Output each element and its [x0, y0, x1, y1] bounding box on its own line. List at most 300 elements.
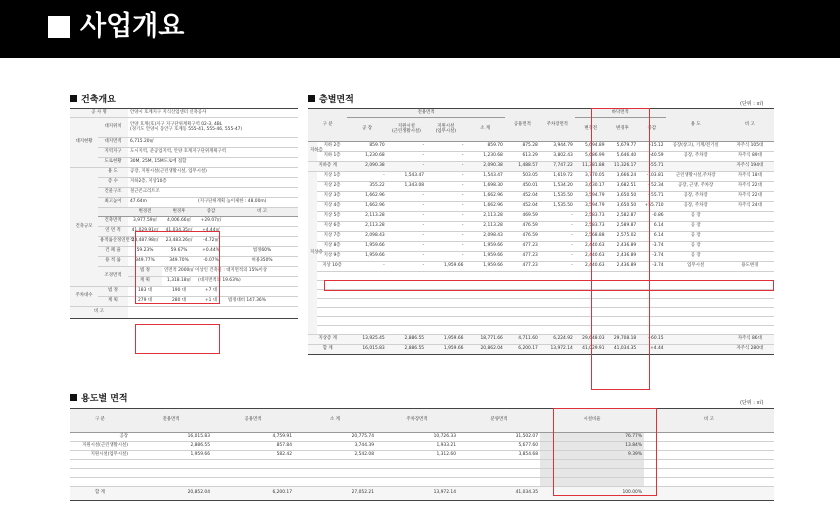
table-row [70, 198, 298, 208]
parking-area: 13,972.14 [540, 345, 575, 355]
value-diff: +29.07㎡ [196, 217, 226, 227]
parking-plan-after: 280 대 [162, 297, 196, 307]
row-label: 건축면적 [98, 217, 128, 227]
empty-cell [666, 272, 726, 281]
support-retail-area: 1,543.47 [387, 172, 426, 182]
column-header: 구 분 [70, 409, 130, 433]
parking-area: - [540, 262, 575, 272]
common-area: 477.23 [505, 242, 540, 252]
empty-cell [465, 317, 504, 326]
floor-label: 지상 6층 [317, 222, 348, 232]
empty-cell [387, 272, 426, 281]
subtotal-area: 1,698.30 [465, 182, 504, 192]
floor-area-before: 2,583.73 [575, 212, 607, 222]
height-limit: (지구단위계획 높이제한 : 48.00m) [196, 198, 298, 208]
empty-cell [465, 326, 504, 335]
parking-legal-after: 190 대 [162, 287, 196, 297]
empty-cell [540, 308, 575, 317]
parking-plan-note: 법정대비 147.36% [226, 297, 298, 307]
row-label: 연 면 적 [98, 227, 128, 237]
empty-cell [458, 460, 540, 469]
floor-note [726, 212, 774, 222]
empty-cell [317, 290, 348, 299]
empty-cell [726, 317, 774, 326]
empty-cell [98, 208, 128, 217]
empty-cell [666, 299, 726, 308]
facility-ratio: 76.77% [540, 433, 644, 442]
column-header: 변경전 [575, 118, 607, 142]
row-label: 용적률산정연면적 [98, 237, 128, 247]
floor-group-label: 지상층 [308, 172, 317, 335]
floor-area-after: 3,666.24 [607, 172, 639, 182]
subtotal-area: 2,090.38 [465, 162, 504, 172]
parking-area: 13,972.14 [376, 487, 458, 501]
factory-area: 13,925.45 [347, 335, 386, 345]
table-row [70, 487, 774, 501]
exclusive-area: 16,015.83 [130, 433, 212, 442]
empty-cell [575, 290, 607, 299]
floor-label: 지상 7층 [317, 232, 348, 242]
sale-area: 31,502.07 [458, 433, 540, 442]
empty-cell [666, 317, 726, 326]
section-title-text: 용도별 면적 [81, 394, 128, 404]
table-row [70, 138, 298, 148]
floor-area-diff: -0.86 [638, 212, 665, 222]
highlight-box [135, 324, 220, 354]
section-title-floor [308, 92, 354, 105]
empty-cell [575, 299, 607, 308]
floor-area-after: 41,034.35 [607, 345, 639, 355]
subtotal-area: 1,959.66 [465, 242, 504, 252]
subtotal-area: 20,775.74 [294, 433, 376, 442]
site-location-line1: 안양 호계(호)지구 지구단위계획구역 02-3, 4BL [130, 121, 223, 127]
empty-cell [666, 326, 726, 335]
floor-area-after: 2,436.89 [607, 242, 639, 252]
value-note [226, 217, 298, 227]
support-retail-area: - [387, 242, 426, 252]
table-row [70, 158, 298, 168]
floor-area-after: 3,650.50 [607, 202, 639, 212]
empty-cell [607, 272, 639, 281]
empty-cell [458, 469, 540, 478]
empty-cell [540, 317, 575, 326]
floor-area-before: 5,686.99 [575, 152, 607, 162]
empty-cell [387, 326, 426, 335]
empty-cell [540, 478, 644, 487]
floor-area-diff: -55.71 [638, 162, 665, 172]
empty-cell [70, 460, 130, 469]
column-header: 소 계 [294, 409, 376, 433]
support-office-area: 1,959.66 [426, 335, 465, 345]
floor-note: 자주식 105대 [726, 142, 774, 152]
table-row [308, 262, 774, 272]
subtotal-area: 3,744.39 [294, 442, 376, 451]
floor-area-after: 3,650.50 [607, 192, 639, 202]
support-office-area: - [426, 222, 465, 232]
empty-cell [426, 272, 465, 281]
common-area: 875.28 [505, 142, 540, 152]
floor-use: 공장, 주차장 [666, 202, 726, 212]
row-label: 층 수 [98, 178, 128, 188]
row-label: 대지위치 [98, 118, 128, 138]
empty-cell [638, 290, 665, 299]
note [644, 442, 774, 451]
floor-use [666, 335, 726, 345]
common-area: 582.42 [212, 451, 294, 460]
table-row [308, 345, 774, 355]
section-title-usage [70, 391, 128, 404]
note [644, 433, 774, 442]
floor-note [726, 242, 774, 252]
factory-area: 16,015.83 [347, 345, 386, 355]
floor-area-after: 5,646.40 [607, 152, 639, 162]
table-row [70, 442, 774, 451]
factory-area: 2,098.43 [347, 232, 386, 242]
floor-note: 자주식 24대 [726, 202, 774, 212]
floor-area-diff: -15.12 [638, 142, 665, 152]
table-row [308, 242, 774, 252]
floor-use: 공 장 [666, 212, 726, 222]
floor-note: 자주식 280대 [726, 345, 774, 355]
empty-cell [387, 290, 426, 299]
page-title: 사업개요 [80, 11, 185, 42]
support-retail-area: - [387, 192, 426, 202]
column-header: 비 고 [726, 109, 774, 142]
support-office-area: - [426, 192, 465, 202]
value-note: 허용350% [226, 257, 298, 267]
floor-area-before: 41,029.91 [575, 345, 607, 355]
table-row [308, 232, 774, 242]
column-header: 비 고 [226, 208, 298, 217]
floor-label: 지상 5층 [317, 212, 348, 222]
parking-area: 1,535.50 [540, 192, 575, 202]
empty-cell [387, 308, 426, 317]
column-header: 공용면적 [212, 409, 294, 433]
building-overview-table [70, 108, 298, 319]
row-label: 계 획 [128, 277, 162, 287]
floor-area-before: 11,381.88 [575, 162, 607, 172]
value-note: 법정60% [226, 247, 298, 257]
support-retail-area: - [387, 142, 426, 152]
support-retail-area: 2,886.55 [387, 345, 426, 355]
empty-cell [575, 326, 607, 335]
column-header: 시설비율 [540, 409, 644, 433]
empty-cell [347, 308, 386, 317]
common-area: 476.59 [505, 232, 540, 242]
support-retail-area: - [387, 152, 426, 162]
empty-cell [726, 299, 774, 308]
column-header: 증감 [196, 208, 226, 217]
parking-area: 3,944.79 [540, 142, 575, 152]
floor-area-after: 2,582.87 [607, 212, 639, 222]
support-office-area: - [426, 212, 465, 222]
column-header: 증감 [638, 118, 665, 142]
empty-cell [387, 317, 426, 326]
floor-use: 공장, 근생, 주차장 [666, 182, 726, 192]
floor-note: 자주식 194대 [726, 162, 774, 172]
floor-use: 공 장 [666, 242, 726, 252]
group-label: 대지현황 [70, 118, 98, 168]
header-line: 지원시설 [437, 123, 455, 129]
support-retail-area: - [387, 252, 426, 262]
value-diff: +4.44㎡ [196, 227, 226, 237]
square-bullet-icon [70, 95, 77, 102]
common-area: 477.23 [505, 252, 540, 262]
support-office-area: - [426, 172, 465, 182]
empty-cell [666, 281, 726, 290]
row-label: 계 획 [98, 297, 128, 307]
header-line: (업무시설) [435, 128, 456, 134]
empty-cell [726, 290, 774, 299]
empty-cell [607, 281, 639, 290]
empty-cell [607, 299, 639, 308]
parking-plan-diff: +1 대 [196, 297, 226, 307]
empty-cell [726, 272, 774, 281]
empty-cell [426, 308, 465, 317]
road-status: 30M, 25M, 15M도로에 접함 [128, 158, 298, 168]
empty-cell [426, 326, 465, 335]
empty-cell [317, 317, 348, 326]
empty-cell [607, 290, 639, 299]
floor-note: 자주식 22대 [726, 182, 774, 192]
subtotal-area: 1,959.66 [465, 252, 504, 262]
empty-cell [426, 281, 465, 290]
empty-cell [607, 317, 639, 326]
facility-ratio: 9.39% [540, 451, 644, 460]
empty-cell [376, 469, 458, 478]
note [644, 487, 774, 501]
floor-area-diff: +55.710 [638, 202, 665, 212]
empty-cell [540, 281, 575, 290]
empty-cell [426, 317, 465, 326]
table-row [308, 142, 774, 152]
row-label: 대지면적 [98, 138, 128, 148]
floor-note [726, 252, 774, 262]
table-row [308, 335, 774, 345]
parking-area: 10,726.33 [376, 433, 458, 442]
group-label: 주차대수 [70, 287, 98, 307]
empty-cell [465, 290, 504, 299]
section-title-text: 건축개요 [81, 95, 116, 105]
row-label: 비 고 [70, 307, 128, 319]
floor-area-before: 2,568.88 [575, 232, 607, 242]
remark-value [128, 307, 298, 319]
table-row [70, 287, 298, 297]
value-after: 59.67% [162, 247, 196, 257]
value-note [226, 237, 298, 247]
empty-cell [347, 326, 386, 335]
common-area: 4,759.91 [212, 433, 294, 442]
sale-area: 5,677.60 [458, 442, 540, 451]
subtotal-area: 1,543.47 [465, 172, 504, 182]
support-retail-area: - [387, 202, 426, 212]
floor-area-diff: 6.14 [638, 222, 665, 232]
floor-use: 공장, 주차장 [666, 192, 726, 202]
floor-area-after: 2,589.87 [607, 222, 639, 232]
empty-cell [347, 281, 386, 290]
floor-area-after: 2,436.89 [607, 252, 639, 262]
common-area: 452.04 [505, 192, 540, 202]
floor-label: 지상 10층 [317, 262, 348, 272]
empty-cell [505, 308, 540, 317]
floor-note [726, 232, 774, 242]
column-header: 소 계 [465, 118, 504, 142]
parking-plan-before: 279 대 [128, 297, 162, 307]
empty-cell [376, 460, 458, 469]
table-row [70, 148, 298, 158]
building-use: 공장, 지원시설(근린생활시설, 업무시설) [128, 168, 298, 178]
value-before: 23,487.98㎡ [128, 237, 162, 247]
empty-cell [347, 290, 386, 299]
table-row [308, 182, 774, 192]
empty-cell [130, 478, 212, 487]
landscape-legal: 연면적 2000㎡ 이상인 건축물 : 대지면적의 15%이상 [162, 267, 298, 277]
max-height: 47.64m [128, 198, 196, 208]
table-row [70, 178, 298, 188]
table-row [308, 109, 774, 118]
landscape-plan-note: (대지면적의 19.63%) [196, 277, 298, 287]
value-note [226, 227, 298, 237]
support-retail-area: - [387, 212, 426, 222]
row-label: 건물구조 [98, 188, 128, 198]
table-row [70, 307, 298, 319]
empty-cell [638, 317, 665, 326]
empty-cell [666, 308, 726, 317]
subtotal-area: 1,662.96 [465, 202, 504, 212]
row-label: 도로현황 [98, 158, 128, 168]
table-row [70, 478, 774, 487]
empty-cell [540, 299, 575, 308]
table-row [70, 451, 774, 460]
page-header [0, 0, 840, 58]
floor-label: 지상 1층 [317, 172, 348, 182]
usage-area-table [70, 408, 774, 501]
header-line: (근린생활시설) [391, 128, 421, 134]
parking-area: 1,312.60 [376, 451, 458, 460]
facility-ratio: 100.00% [540, 487, 644, 501]
group-label: 조경면적 [98, 267, 128, 287]
factory-area: 2,090.38 [347, 162, 386, 172]
common-area: 452.04 [505, 202, 540, 212]
row-label: 용 적 률 [98, 257, 128, 267]
floor-area-diff: +52.34 [638, 182, 665, 192]
parking-area: - [540, 232, 575, 242]
floor-area-diff: 6.14 [638, 232, 665, 242]
floor-area-after: 2,436.89 [607, 262, 639, 272]
sale-area: 3,854.68 [458, 451, 540, 460]
table-row [308, 317, 774, 326]
empty-cell [638, 272, 665, 281]
floor-area-diff: -40.59 [638, 152, 665, 162]
table-row [308, 222, 774, 232]
floor-label: 지상 3층 [317, 192, 348, 202]
empty-cell [575, 317, 607, 326]
parking-area: - [540, 222, 575, 232]
empty-cell [540, 326, 575, 335]
site-location-line2: (경기도 안양시 동안구 호계동 555-41, 555-46, 555-47) [130, 126, 243, 132]
floor-area-before: 3,594.79 [575, 202, 607, 212]
support-office-area: 1,959.66 [426, 262, 465, 272]
parking-area: - [540, 252, 575, 262]
factory-area: 859.70 [347, 142, 386, 152]
floor-area-before: 3,630.17 [575, 182, 607, 192]
support-office-area: - [426, 232, 465, 242]
floor-area-before: 3,770.05 [575, 172, 607, 182]
category-total: 합 계 [70, 487, 130, 501]
column-header: 주차장면적 [540, 109, 575, 142]
floor-area-diff: -3.74 [638, 242, 665, 252]
empty-cell [540, 460, 644, 469]
common-area: 857.84 [212, 442, 294, 451]
parking-area: 1,619.72 [540, 172, 575, 182]
empty-cell [575, 281, 607, 290]
table-row [70, 188, 298, 198]
note [644, 451, 774, 460]
factory-area: 355.22 [347, 182, 386, 192]
common-area: 469.59 [505, 212, 540, 222]
value-diff: -0.07% [196, 257, 226, 267]
row-label: 공 사 명 [70, 109, 128, 118]
floor-use [666, 345, 726, 355]
floor-count: 지하2층, 지상10층 [128, 178, 298, 188]
table-row [70, 237, 298, 247]
empty-cell [465, 299, 504, 308]
category: 지원시설(업무시설) [70, 451, 130, 460]
table-row [70, 433, 774, 442]
empty-cell [575, 272, 607, 281]
common-area: 6,200.17 [505, 345, 540, 355]
empty-cell [607, 308, 639, 317]
empty-cell [317, 299, 348, 308]
table-row [308, 192, 774, 202]
subtotal-area: 20,862.04 [465, 345, 504, 355]
empty-cell [317, 308, 348, 317]
value-after: 349.70% [162, 257, 196, 267]
parking-area: - [540, 242, 575, 252]
subtotal-area: 1,662.96 [465, 192, 504, 202]
empty-cell [638, 326, 665, 335]
empty-cell [317, 272, 348, 281]
empty-cell [387, 281, 426, 290]
support-retail-area: 1,343.08 [387, 182, 426, 192]
floor-area-before: 3,594.79 [575, 192, 607, 202]
empty-cell [212, 460, 294, 469]
common-area: 6,200.17 [212, 487, 294, 501]
subtotal-area: 2,113.28 [465, 212, 504, 222]
table-row [308, 202, 774, 212]
square-bullet-icon [308, 95, 315, 102]
column-header: 변경후 [607, 118, 639, 142]
table-row [70, 257, 298, 267]
landscape-plan: 1,318.18㎡ [162, 277, 196, 287]
floor-label: 지상 4층 [317, 202, 348, 212]
floor-use [666, 162, 726, 172]
floor-area-table [308, 108, 774, 355]
subtotal-area: 18,771.66 [465, 335, 504, 345]
factory-area: - [347, 262, 386, 272]
subtotal-area: 1,230.68 [465, 152, 504, 162]
factory-area: 1,230.68 [347, 152, 386, 162]
support-retail-area: 2,886.55 [387, 335, 426, 345]
floor-note [726, 222, 774, 232]
floor-area-diff: -3.74 [638, 262, 665, 272]
floor-area-after: 3,682.51 [607, 182, 639, 192]
subtotal-area: 859.70 [465, 142, 504, 152]
floor-label: 지하 2층 [317, 142, 348, 152]
floor-use: 근린생활시설,주차장 [666, 172, 726, 182]
category: 공장 [70, 433, 130, 442]
floor-use: 공 장 [666, 222, 726, 232]
